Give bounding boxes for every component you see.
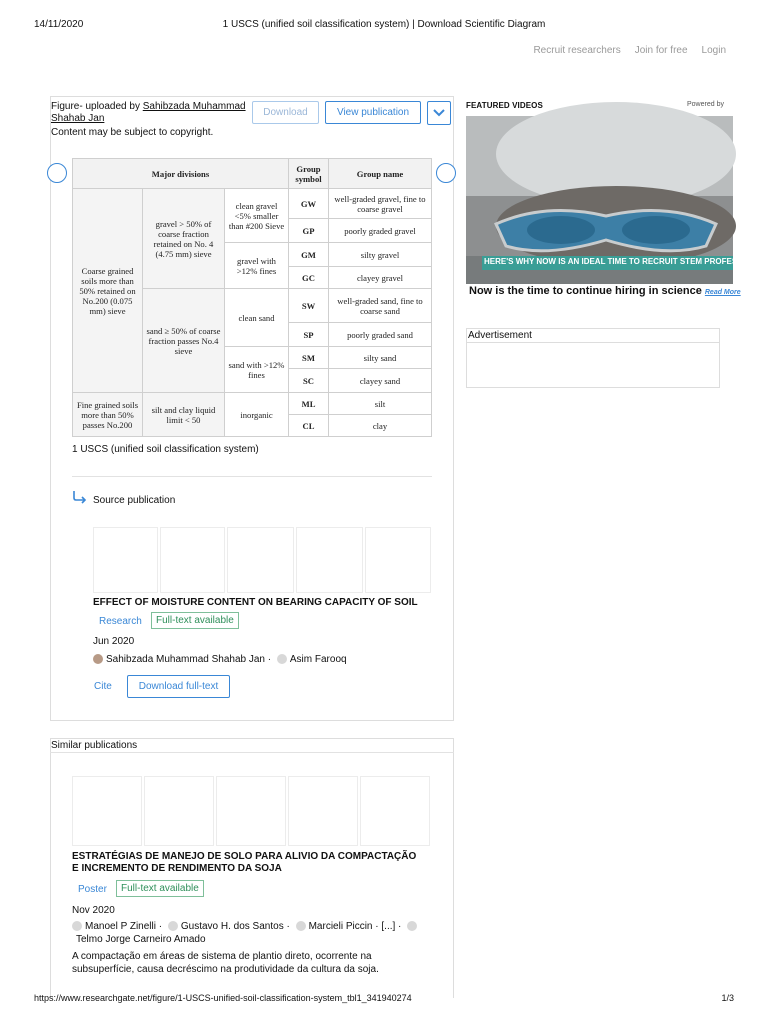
symbol-cell: SP [289,323,329,347]
featured-videos-label: FEATURED VIDEOS [466,101,543,110]
uscs-table [72,158,432,437]
similar-thumbnail[interactable] [288,776,358,846]
author-avatar [168,921,178,931]
similar-thumbnail[interactable] [72,776,142,846]
section-divider [72,476,432,477]
similar-publication-title[interactable]: ESTRATÉGIAS DE MANEJO DE SOLO PARA ALIVIO DA COMPACTAÇÃO E INCREMENTO DE RENDIMENTO DA SOJA [72,851,417,874]
name-cell: silt [329,393,432,415]
name-cell: clayey sand [329,369,432,393]
author-link[interactable]: Telmo Jorge Carneiro Amado [76,934,206,945]
similar-authors [72,920,422,946]
video-caption[interactable] [469,285,741,297]
clean-gravel-cell: clean gravel <5% smaller than #200 Sieve [225,189,289,243]
source-publication-label: Source publication [93,495,176,506]
source-arrow-icon [72,490,88,504]
author-link[interactable]: Asim Farooq [289,654,347,665]
author-avatar [93,654,103,664]
source-thumbnail[interactable] [227,527,294,593]
symbol-cell: GM [289,243,329,267]
fulltext-badge: Full-text available [151,612,239,629]
advertisement-divider [466,342,720,343]
name-cell: clayey gravel [329,267,432,289]
silt-clay-cell: silt and clay liquid limit < 50 [143,393,225,437]
sand-cell: sand ≥ 50% of coarse fraction passes No.4 sieve [143,289,225,393]
top-nav [533,45,726,56]
cite-button[interactable]: Cite [94,681,112,692]
author-link[interactable]: Sahibzada Muhammad Shahab Jan · [106,654,272,665]
view-publication-button[interactable]: View publication [325,101,421,124]
symbol-cell: SM [289,347,329,369]
chevron-down-icon [433,109,445,117]
similar-abstract: A compactação em áreas de sistema de plantio direto, ocorrente na subsuperfície, causa decréscimo na produtividade da cultura da soja. [72,951,379,975]
similar-divider [50,752,454,753]
powered-by: Powered by [687,101,724,108]
symbol-cell: CL [289,415,329,437]
coarse-grained-cell: Coarse grained soils more than 50% retained on No.200 (0.075 mm) sieve [73,189,143,393]
name-cell: poorly graded gravel [329,219,432,243]
name-cell: silty sand [329,347,432,369]
publication-date: Jun 2020 [93,636,135,647]
login-link[interactable]: Login [701,45,726,56]
video-overlay-text: HERE'S WHY NOW IS AN IDEAL TIME TO RECRUIT STEM PROFESSIONALS [484,257,773,266]
source-thumbnail[interactable] [296,527,363,593]
name-cell: poorly graded sand [329,323,432,347]
footer-url: https://www.researchgate.net/figure/1-USCS-unified-soil-classification-system_tbl1_341940274 [34,993,412,1003]
more-options-button[interactable] [427,101,451,125]
source-thumbnail[interactable] [160,527,225,593]
similar-publication-date: Nov 2020 [72,905,115,916]
symbol-cell: GC [289,267,329,289]
symbol-cell: SC [289,369,329,393]
similar-publications-label: Similar publications [51,740,138,751]
author-avatar [72,921,82,931]
recruit-researchers-link[interactable]: Recruit researchers [533,45,621,56]
similar-thumbnail[interactable] [216,776,286,846]
symbol-cell: SW [289,289,329,323]
symbol-cell: GW [289,189,329,219]
name-cell: silty gravel [329,243,432,267]
similar-thumbnail[interactable] [144,776,214,846]
similar-publication-type: Poster [78,884,107,895]
download-fulltext-button[interactable]: Download full-text [127,675,230,698]
uscs-table-figure [72,158,432,442]
featured-video[interactable] [466,116,773,284]
author-avatar [407,921,417,931]
author-avatar [296,921,306,931]
next-figure-button[interactable] [436,163,456,183]
name-cell: well-graded gravel, fine to coarse gravel [329,189,432,219]
gravel-fines-cell: gravel with >12% fines [225,243,289,289]
footer-page-number: 1/3 [721,993,734,1003]
sand-fines-cell: sand with >12% fines [225,347,289,393]
gravel-cell: gravel > 50% of coarse fraction retained on No. 4 (4.75 mm) sieve [143,189,225,289]
symbol-cell: GP [289,219,329,243]
publication-type: Research [99,616,142,627]
header-major-divisions: Major divisions [73,159,289,189]
source-thumbnail[interactable] [93,527,158,593]
previous-figure-button[interactable] [47,163,67,183]
author-link[interactable]: Manoel P Zinelli · [85,921,163,932]
similar-thumbnail[interactable] [360,776,430,846]
figure-caption: 1 USCS (unified soil classification system) [72,444,259,455]
author-avatar [277,654,287,664]
author-link[interactable]: Gustavo H. dos Santos · [180,921,290,932]
header-group-symbol: Group symbol [289,159,329,189]
name-cell: well-graded sand, fine to coarse sand [329,289,432,323]
clean-sand-cell: clean sand [225,289,289,347]
print-date: 14/11/2020 [34,19,84,30]
author-link[interactable]: Marcieli Piccin · [...] · [308,921,402,932]
read-more-link[interactable]: Read More [704,289,741,296]
copyright-notice: Content may be subject to copyright. [51,127,214,138]
inorganic-cell: inorganic [225,393,289,437]
header-group-name: Group name [329,159,432,189]
uploader-link[interactable]: Sahibzada Muhammad Shahab Jan [51,101,246,124]
join-link[interactable]: Join for free [634,45,688,56]
source-publication-title[interactable]: EFFECT OF MOISTURE CONTENT ON BEARING CAPACITY OF SOIL [93,597,418,608]
advertisement-label: Advertisement [468,330,532,341]
source-thumbnail[interactable] [365,527,431,593]
name-cell: clay [329,415,432,437]
similar-fulltext-badge: Full-text available [116,880,204,897]
uploader-info: Figure- uploaded by Sahibzada Muhammad Shahab Jan [51,101,246,124]
fine-grained-cell: Fine grained soils more than 50% passes No.200 [73,393,143,437]
page-title: 1 USCS (unified soil classification system) | Download Scientific Diagram [222,19,546,30]
download-button[interactable]: Download [252,101,319,124]
symbol-cell: ML [289,393,329,415]
video-caption-text: Now is the time to continue hiring in science [469,285,702,297]
source-authors [93,653,433,666]
